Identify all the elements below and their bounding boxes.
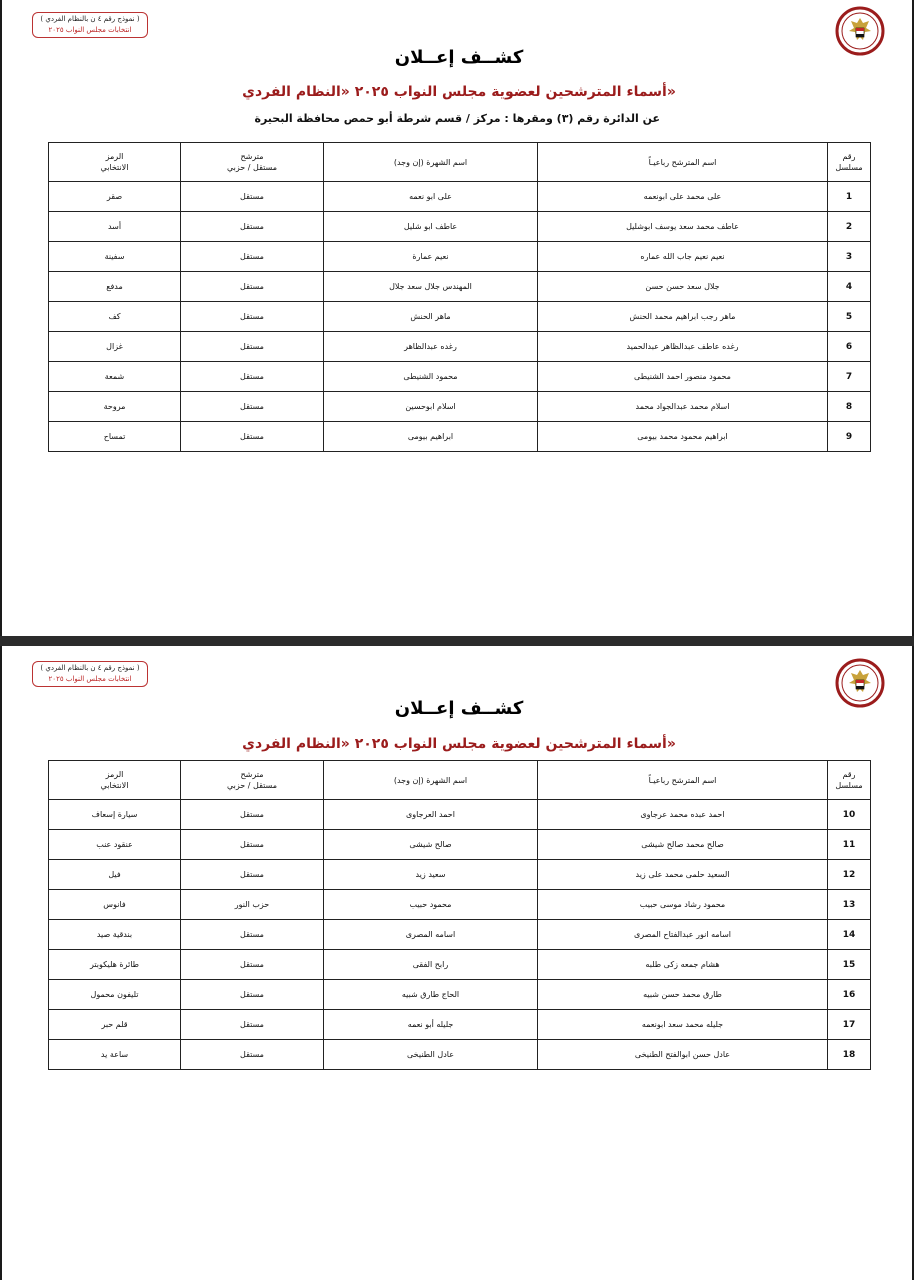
table-row — [49, 950, 871, 980]
nickname-cell: الحاج طارق شبيه — [324, 980, 538, 1010]
serial-cell: 6 — [828, 332, 871, 362]
candidate-type-cell: مستقل — [181, 422, 324, 452]
serial-cell: 12 — [828, 860, 871, 890]
page-subtitle: أسماء المترشحين لعضوية مجلس النواب ٢٠٢٥ «النظام الفردي» — [242, 84, 676, 100]
candidate-name-cell: على محمد على ابونعمه — [538, 182, 828, 212]
table-row — [49, 212, 871, 242]
table-row — [49, 920, 871, 950]
candidate-name-cell: عاطف محمد سعد يوسف ابوشليل — [538, 212, 828, 242]
serial-cell: 14 — [828, 920, 871, 950]
table-row — [49, 242, 871, 272]
nickname-cell: عاطف ابو شليل — [324, 212, 538, 242]
table-row — [49, 182, 871, 212]
table-row — [49, 860, 871, 890]
table-row — [49, 302, 871, 332]
nickname-cell: جليله أبو نعمه — [324, 1010, 538, 1040]
serial-cell: 5 — [828, 302, 871, 332]
announcement-page-1 — [0, 0, 914, 636]
header-type: مترشح مستقل / حزبي — [181, 761, 324, 800]
nickname-cell: رابح الفقى — [324, 950, 538, 980]
symbol-cell: سفينة — [49, 242, 181, 272]
candidate-name-cell: نعيم نعيم جاب الله عماره — [538, 242, 828, 272]
table-row — [49, 830, 871, 860]
candidate-type-cell: مستقل — [181, 800, 324, 830]
candidate-type-cell: مستقل — [181, 212, 324, 242]
table-row — [49, 362, 871, 392]
table-header-row — [49, 761, 871, 800]
candidates-table — [48, 142, 871, 452]
candidate-name-cell: محمود منصور احمد الشنيطى — [538, 362, 828, 392]
serial-cell: 13 — [828, 890, 871, 920]
form-stamp: ( نموذج رقم ٤ ن بالنظام الفردي ) انتخابات مجلس النواب ٢٠٢٥ — [32, 12, 148, 38]
candidate-type-cell: مستقل — [181, 920, 324, 950]
candidate-type-cell: حزب النور — [181, 890, 324, 920]
symbol-cell: مروحة — [49, 392, 181, 422]
district-info: عن الدائرة رقم (٣) ومقرها : مركز / قسم شرطة أبو حمص محافظة البحيرة — [254, 112, 660, 125]
candidate-name-cell: ماهر رجب ابراهيم محمد الحنش — [538, 302, 828, 332]
nickname-cell: على ابو نعمه — [324, 182, 538, 212]
nickname-cell: احمد العرجاوى — [324, 800, 538, 830]
candidate-name-cell: ابراهيم محمود محمد بيومى — [538, 422, 828, 452]
serial-cell: 2 — [828, 212, 871, 242]
candidate-type-cell: مستقل — [181, 1040, 324, 1070]
candidate-type-cell: مستقل — [181, 302, 324, 332]
symbol-cell: غزال — [49, 332, 181, 362]
serial-cell: 11 — [828, 830, 871, 860]
serial-cell: 17 — [828, 1010, 871, 1040]
symbol-cell: صقر — [49, 182, 181, 212]
serial-cell: 1 — [828, 182, 871, 212]
header-name: اسم المترشح رباعيـاً — [538, 143, 828, 182]
nickname-cell: نعيم عمارة — [324, 242, 538, 272]
table-row — [49, 980, 871, 1010]
candidate-type-cell: مستقل — [181, 830, 324, 860]
table-header-row — [49, 143, 871, 182]
symbol-cell: ساعة يد — [49, 1040, 181, 1070]
table-row — [49, 422, 871, 452]
candidate-name-cell: طارق محمد حسن شبيه — [538, 980, 828, 1010]
header-name: اسم المترشح رباعيـاً — [538, 761, 828, 800]
header-symbol: الرمز الانتخابي — [49, 761, 181, 800]
symbol-cell: سيارة إسعاف — [49, 800, 181, 830]
serial-cell: 7 — [828, 362, 871, 392]
symbol-cell: تمساح — [49, 422, 181, 452]
header-symbol: الرمز الانتخابي — [49, 143, 181, 182]
table-row — [49, 1010, 871, 1040]
candidate-type-cell: مستقل — [181, 392, 324, 422]
header-type: مترشح مستقل / حزبي — [181, 143, 324, 182]
nickname-cell: المهندس جلال سعد جلال — [324, 272, 538, 302]
nickname-cell: صالح شيشى — [324, 830, 538, 860]
candidate-type-cell: مستقل — [181, 182, 324, 212]
serial-cell: 3 — [828, 242, 871, 272]
candidate-name-cell: عادل حسن ابوالفتح الطنيخى — [538, 1040, 828, 1070]
candidate-type-cell: مستقل — [181, 1010, 324, 1040]
table-row — [49, 272, 871, 302]
symbol-cell: مدفع — [49, 272, 181, 302]
symbol-cell: بندقية صيد — [49, 920, 181, 950]
nickname-cell: ماهر الحنش — [324, 302, 538, 332]
candidate-type-cell: مستقل — [181, 950, 324, 980]
serial-cell: 4 — [828, 272, 871, 302]
symbol-cell: طائرة هليكوبتر — [49, 950, 181, 980]
candidate-type-cell: مستقل — [181, 332, 324, 362]
symbol-cell: فيل — [49, 860, 181, 890]
page-subtitle: أسماء المترشحين لعضوية مجلس النواب ٢٠٢٥ «النظام الفردي» — [242, 736, 676, 752]
candidate-type-cell: مستقل — [181, 860, 324, 890]
form-stamp: ( نموذج رقم ٤ ن بالنظام الفردي ) انتخابات مجلس النواب ٢٠٢٥ — [32, 661, 148, 687]
table-row — [49, 332, 871, 362]
header-nickname: اسم الشهرة (إن وجد) — [324, 761, 538, 800]
symbol-cell: فانوس — [49, 890, 181, 920]
header-serial: رقم مسلسل — [828, 761, 871, 800]
candidate-name-cell: اسلام محمد عبدالجواد محمد — [538, 392, 828, 422]
nickname-cell: ابراهيم بيومى — [324, 422, 538, 452]
candidate-name-cell: صالح محمد صالح شيشى — [538, 830, 828, 860]
serial-cell: 9 — [828, 422, 871, 452]
page-title: كشــف إعــلان — [394, 47, 524, 68]
nickname-cell: محمود الشنيطى — [324, 362, 538, 392]
candidate-type-cell: مستقل — [181, 980, 324, 1010]
symbol-cell: قلم حبر — [49, 1010, 181, 1040]
serial-cell: 16 — [828, 980, 871, 1010]
nickname-cell: سعيد زيد — [324, 860, 538, 890]
table-row — [49, 1040, 871, 1070]
candidate-name-cell: اسامه انور عبدالفتاح المصرى — [538, 920, 828, 950]
candidate-type-cell: مستقل — [181, 362, 324, 392]
symbol-cell: تليفون محمول — [49, 980, 181, 1010]
symbol-cell: شمعة — [49, 362, 181, 392]
nickname-cell: محمود حبيب — [324, 890, 538, 920]
candidate-name-cell: جلال سعد حسن حسن — [538, 272, 828, 302]
page-title: كشــف إعــلان — [394, 698, 524, 719]
table-row — [49, 800, 871, 830]
nickname-cell: عادل الطنيخى — [324, 1040, 538, 1070]
header-serial: رقم مسلسل — [828, 143, 871, 182]
symbol-cell: أسد — [49, 212, 181, 242]
nickname-cell: اسلام ابوحسين — [324, 392, 538, 422]
serial-cell: 10 — [828, 800, 871, 830]
page-separator — [0, 636, 914, 646]
candidate-name-cell: رغده عاطف عبدالظاهر عبدالحميد — [538, 332, 828, 362]
candidate-name-cell: جليله محمد سعد ابونعمه — [538, 1010, 828, 1040]
candidate-name-cell: محمود رشاد موسى حبيب — [538, 890, 828, 920]
candidate-name-cell: السعيد حلمى محمد على زيد — [538, 860, 828, 890]
serial-cell: 18 — [828, 1040, 871, 1070]
symbol-cell: كف — [49, 302, 181, 332]
candidate-type-cell: مستقل — [181, 272, 324, 302]
table-row — [49, 392, 871, 422]
serial-cell: 8 — [828, 392, 871, 422]
symbol-cell: عنقود عنب — [49, 830, 181, 860]
header-nickname: اسم الشهرة (إن وجد) — [324, 143, 538, 182]
candidate-name-cell: احمد عبده محمد عرجاوى — [538, 800, 828, 830]
announcement-page-2 — [0, 646, 914, 1280]
nickname-cell: رغده عبدالظاهر — [324, 332, 538, 362]
candidate-name-cell: هشام جمعه زكى طلبه — [538, 950, 828, 980]
candidates-table — [48, 760, 871, 1070]
candidate-type-cell: مستقل — [181, 242, 324, 272]
serial-cell: 15 — [828, 950, 871, 980]
table-row — [49, 890, 871, 920]
nickname-cell: اسامه المصرى — [324, 920, 538, 950]
